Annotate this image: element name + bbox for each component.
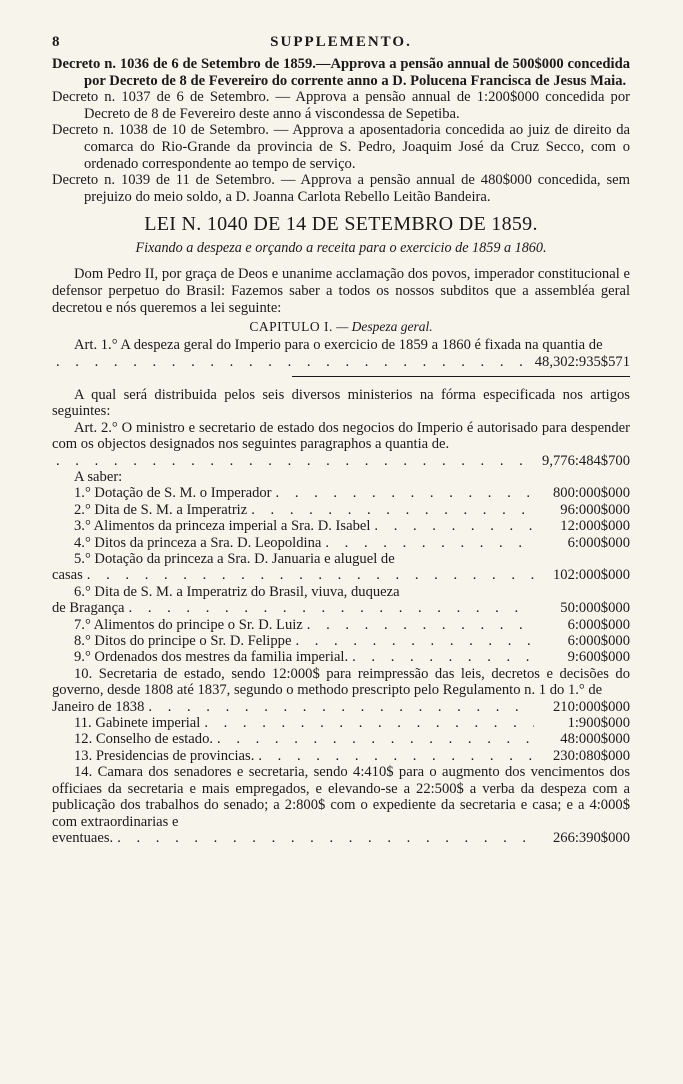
page-number: 8 (52, 34, 60, 50)
decree-1039: Decreto n. 1039 de 11 de Setembro. — Approva a pensão annual de 480$000 concedida, sem prejuizo do meio soldo, a D. Joanna Carlota Rebello Leitão Bandeira. (52, 172, 630, 205)
budget-item-10-text: 10. Secretaria de estado, sendo 12:000$ para reimpressão das leis, decretos e decisões do governo, desde 1808 até 1837, segundo o methodo prescripto pelo Regulamento n. 1 do 1.° de (52, 665, 630, 699)
a-saber-label: A saber: (74, 468, 123, 485)
budget-item-14-total: eventuaes. . . . 266:390$000 (52, 830, 630, 846)
budget-item: 4.° Ditos da princeza a Sra. D. Leopoldina . . . 6:000$000 (52, 535, 630, 551)
preamble: Dom Pedro II, por graça de Deos e unanime acclamação dos povos, imperador constitucional e defensor perpetuo do Brasil: Fazemos saber a todos os nossos subditos que a assembléa geral decretou e nós queremos a lei seguinte: (52, 266, 630, 316)
article-1-total (52, 354, 630, 370)
budget-item: 7.° Alimentos do principe o Sr. D. Luiz . . . 6:000$000 (52, 617, 630, 633)
budget-item-5-text: 5.° Dotação da princeza a Sra. D. Januaria e aluguel de (74, 551, 395, 567)
article-1-text: Art. 1.° A despeza geral do Imperio para o exercicio de 1859 a 1860 é fixada na quantia de (74, 337, 603, 354)
article-2-amount: 9,776:484$700 (542, 452, 630, 469)
law-subtitle: Fixando a despeza e orçando a receita para o exercicio de 1859 a 1860. (135, 240, 547, 257)
article-1-amount: 48,302:935$571 (534, 353, 630, 370)
budget-item-6-total: de Bragança . . . 50:000$000 (52, 600, 630, 616)
decree-1038: Decreto n. 1038 de 10 de Setembro. — Approva a aposentadoria concedida ao juiz de direito da comarca do Rio-Grande da provincia de S. Pedro, Joaquim José da Cruz Secco, com o ordenado correspondente ao tempo de serviço. (52, 122, 630, 172)
budget-item: 3.° Alimentos da princeza imperial a Sra. D. Isabel . . . 12:000$000 (52, 518, 630, 534)
chapter-label: CAPITULO I. (249, 319, 333, 335)
budget-item: 2.° Dita de S. M. a Imperatriz . . . 96:000$000 (52, 502, 630, 518)
article-2-text: Art. 2.° O ministro e secretario de estado dos negocios do Imperio é autorisado para despender com os objectos designados nos seguintes paragraphos a quantia de. (52, 419, 630, 453)
budget-item-10-total: Janeiro de 1838 . . . 210:000$000 (52, 699, 630, 715)
law-title: LEI N. 1040 DE 14 DE SETEMBRO DE 1859. (144, 213, 538, 236)
decree-1036: Decreto n. 1036 de 6 de Setembro de 1859.—Approva a pensão annual de 500$000 concedida por Decreto de 8 de Fevereiro do corrente anno a D. Polucena Francisca de Jesus Maia. (52, 56, 630, 89)
chapter-title: — Despeza geral. (336, 319, 433, 335)
budget-item: 8.° Ditos do principe o Sr. D. Felippe . . . 6:000$000 (52, 633, 630, 649)
budget-item: 12. Conselho de estado. . . . 48:000$000 (52, 731, 630, 747)
document-page (52, 34, 630, 846)
budget-item: 1.° Dotação de S. M. o Imperador . . . 800:000$000 (52, 485, 630, 501)
running-title: SUPPLEMENTO. (270, 34, 412, 50)
budget-item: 13. Presidencias de provincias. . . . 230:080$000 (52, 748, 630, 764)
running-header (52, 34, 630, 56)
divider-rule (292, 376, 630, 377)
chapter-heading (52, 319, 630, 335)
budget-item: 11. Gabinete imperial . . . 1:900$000 (52, 715, 630, 731)
budget-item-14-text: 14. Camara dos senadores e secretaria, sendo 4:410$ para o augmento dos vencimentos dos officiaes da secretaria e mais empregados, e elevando-se a 22:500$ a verba da despeza com a publicação dos trabalhos do senado; a 2:800$ com o expediente da secretaria e casa; e a 4:000$ com extraordinarias e (52, 764, 630, 830)
budget-item-6-text: 6.° Dita de S. M. a Imperatriz do Brasil, viuva, duqueza (74, 583, 400, 600)
decree-1037: Decreto n. 1037 de 6 de Setembro. — Approva a pensão annual de 1:200$000 concedida por Decreto de 8 de Fevereiro deste anno á viscondessa de Sepetiba. (52, 89, 630, 122)
budget-item: 9.° Ordenados dos mestres da familia imperial. . . . 9:600$000 (52, 649, 630, 665)
budget-item-5-total: casas . . . 102:000$000 (52, 567, 630, 583)
article-2-total (52, 453, 630, 469)
distribution-text: A qual será distribuida pelos seis diversos ministerios na fórma especificada nos artigos seguintes: (52, 386, 630, 420)
